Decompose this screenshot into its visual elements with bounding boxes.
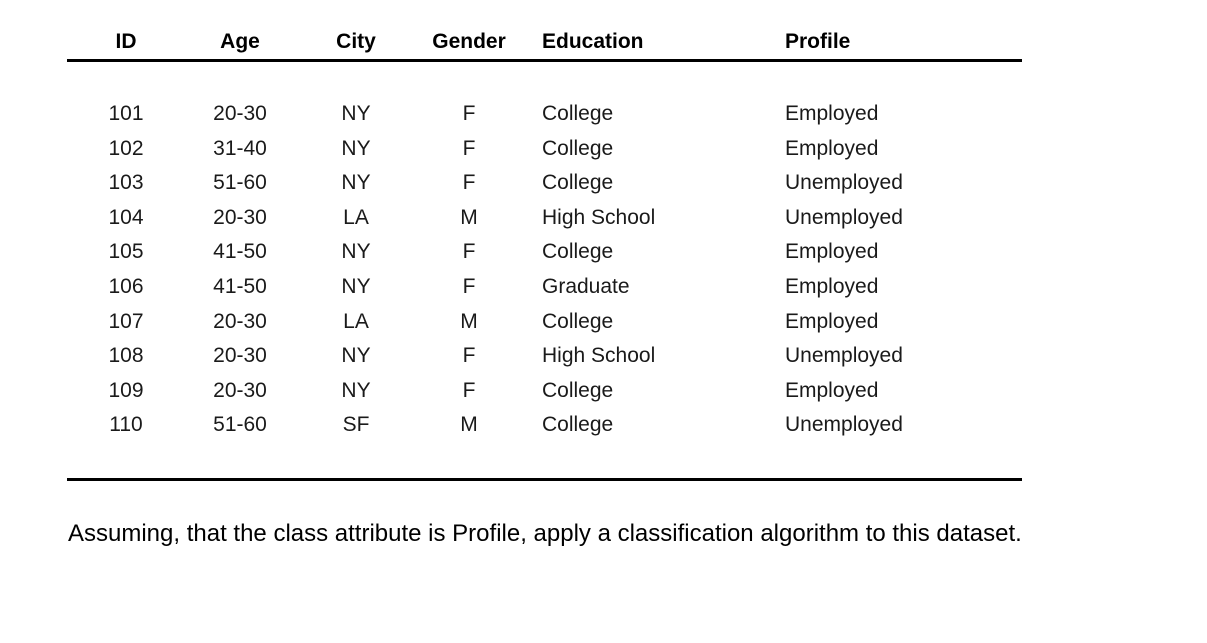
table-row <box>67 133 1022 168</box>
header-age: Age <box>220 30 260 53</box>
cell-city: NY <box>341 378 371 402</box>
cell-age: 20-30 <box>213 344 267 368</box>
cell-education: College <box>542 309 614 333</box>
task-caption: Assuming, that the class attribute is Profile, apply a classification algorithm to this dataset. <box>68 520 1022 547</box>
header-education: Education <box>542 30 644 53</box>
cell-profile: Employed <box>785 102 879 125</box>
cell-profile: Employed <box>785 136 879 160</box>
header-profile: Profile <box>785 30 851 53</box>
cell-age: 20-30 <box>213 102 267 125</box>
cell-id: 101 <box>108 102 144 125</box>
cell-city: SF <box>342 413 370 437</box>
table-row <box>67 271 1022 306</box>
cell-id: 105 <box>108 240 144 264</box>
cell-education: College <box>542 240 614 264</box>
cell-age: 31-40 <box>213 136 267 160</box>
cell-age: 41-50 <box>213 274 267 298</box>
table-bottom-rule <box>67 478 1022 481</box>
cell-age: 51-60 <box>213 413 267 437</box>
cell-city: NY <box>341 240 371 264</box>
header-city: City <box>336 30 376 53</box>
cell-city: LA <box>343 309 369 333</box>
cell-id: 109 <box>108 378 144 402</box>
cell-city: NY <box>341 102 371 125</box>
cell-education: College <box>542 171 614 195</box>
table-row <box>67 340 1022 375</box>
table-row <box>67 409 1022 444</box>
cell-education: College <box>542 378 614 402</box>
cell-id: 102 <box>108 136 144 160</box>
table-row <box>67 306 1022 341</box>
header-gender: Gender <box>432 30 506 53</box>
cell-gender: F <box>462 240 476 264</box>
cell-age: 41-50 <box>213 240 267 264</box>
cell-id: 106 <box>108 274 144 298</box>
cell-education: College <box>542 136 614 160</box>
cell-id: 107 <box>108 309 144 333</box>
table-row <box>67 202 1022 237</box>
cell-city: NY <box>341 344 371 368</box>
cell-city: LA <box>343 205 369 229</box>
cell-gender: F <box>462 344 476 368</box>
cell-profile: Employed <box>785 274 879 298</box>
table-header <box>67 26 1022 58</box>
cell-city: NY <box>341 136 371 160</box>
cell-profile: Unemployed <box>785 413 903 437</box>
cell-gender: F <box>462 274 476 298</box>
cell-education: College <box>542 413 614 437</box>
cell-id: 108 <box>108 344 144 368</box>
cell-profile: Unemployed <box>785 205 903 229</box>
table-row <box>67 167 1022 202</box>
cell-age: 51-60 <box>213 171 267 195</box>
cell-age: 20-30 <box>213 309 267 333</box>
cell-age: 20-30 <box>213 205 267 229</box>
cell-gender: M <box>460 309 478 333</box>
table-top-rule <box>67 59 1022 62</box>
cell-city: NY <box>341 274 371 298</box>
cell-id: 104 <box>108 205 144 229</box>
cell-education: High School <box>542 205 656 229</box>
cell-gender: F <box>462 102 476 125</box>
cell-profile: Employed <box>785 378 879 402</box>
cell-education: Graduate <box>542 274 630 298</box>
cell-profile: Unemployed <box>785 171 903 195</box>
cell-age: 20-30 <box>213 378 267 402</box>
cell-gender: F <box>462 378 476 402</box>
cell-profile: Unemployed <box>785 344 903 368</box>
cell-gender: M <box>460 205 478 229</box>
cell-profile: Employed <box>785 309 879 333</box>
table-row <box>67 375 1022 410</box>
cell-gender: F <box>462 171 476 195</box>
table-body <box>67 98 1022 444</box>
cell-id: 110 <box>109 413 143 437</box>
cell-education: High School <box>542 344 656 368</box>
cell-profile: Employed <box>785 240 879 264</box>
cell-id: 103 <box>108 171 144 195</box>
table-row <box>67 98 1022 133</box>
cell-city: NY <box>341 171 371 195</box>
cell-gender: F <box>462 136 476 160</box>
table-row <box>67 236 1022 271</box>
header-id: ID <box>115 30 137 53</box>
cell-gender: M <box>460 413 478 437</box>
cell-education: College <box>542 102 614 125</box>
